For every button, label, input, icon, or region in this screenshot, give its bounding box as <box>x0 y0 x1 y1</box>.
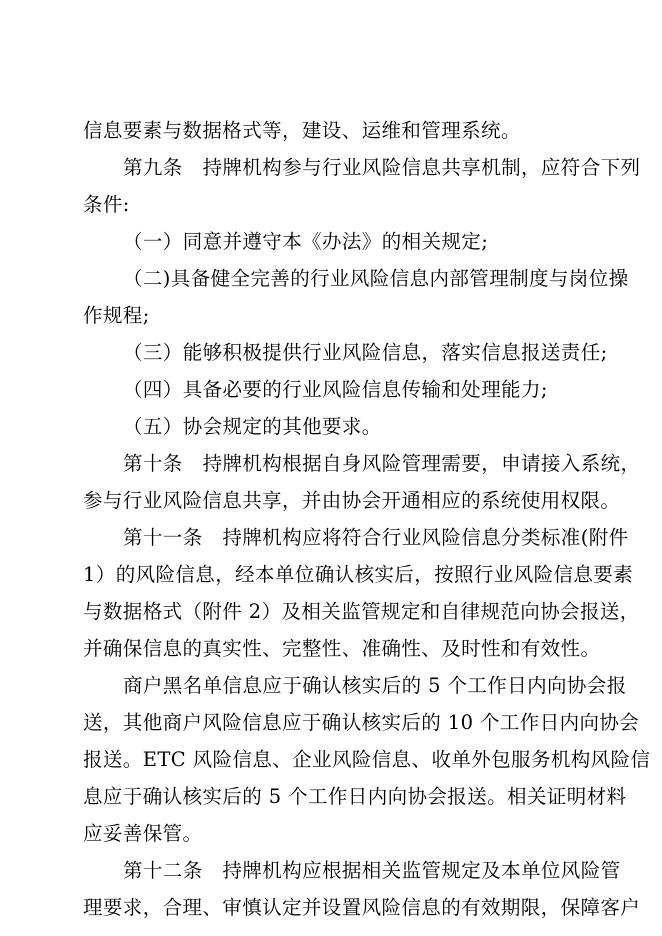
text-line: 第十一条 持牌机构应将符合行业风险信息分类标准(附件 <box>123 526 629 549</box>
text-line: 第九条 持牌机构参与行业风险信息共享机制，应符合下列 <box>123 156 641 179</box>
text-line: 报送。ETC 风险信息、企业风险信息、收单外包服务机构风险信 <box>83 748 651 771</box>
text-line: 条件: <box>83 193 130 216</box>
text-line: （二)具备健全完善的行业风险信息内部管理制度与岗位操 <box>123 267 629 290</box>
text-line: 与数据格式（附件 2）及相关监管规定和自律规范向协会报送， <box>83 600 640 623</box>
text-line: 理要求，合理、审慎认定并设置风险信息的有效期限，保障客户 <box>83 896 641 919</box>
text-line: （一）同意并遵守本《办法》的相关规定; <box>123 230 489 253</box>
text-line: 送，其他商户风险信息应于确认核实后的 10 个工作日内向协会 <box>83 711 640 734</box>
text-line: 息应于确认核实后的 5 个工作日内向协会报送。相关证明材料 <box>83 785 627 808</box>
text-line: 参与行业风险信息共享，并由协会开通相应的系统使用权限。 <box>83 489 621 512</box>
text-line: 1）的风险信息，经本单位确认核实后，按照行业风险信息要素 <box>83 563 634 586</box>
text-line: （四）具备必要的行业风险信息传输和处理能力; <box>123 378 548 401</box>
text-line: （五）协会规定的其他要求。 <box>123 415 382 438</box>
text-line: 商户黑名单信息应于确认核实后的 5 个工作日内向协会报 <box>123 674 627 697</box>
text-line: 信息要素与数据格式等，建设、运维和管理系统。 <box>83 119 521 142</box>
text-line: （三）能够积极提供行业风险信息，落实信息报送责任; <box>123 341 608 364</box>
text-line: 作规程; <box>83 304 150 327</box>
text-line: 第十条 持牌机构根据自身风险管理需要，申请接入系统， <box>123 452 641 475</box>
text-line: 并确保信息的真实性、完整性、准确性、及时性和有效性。 <box>83 637 601 660</box>
text-line: 第十二条 持牌机构应根据相关监管规定及本单位风险管 <box>123 859 621 882</box>
text-line: 应妥善保管。 <box>83 822 203 845</box>
